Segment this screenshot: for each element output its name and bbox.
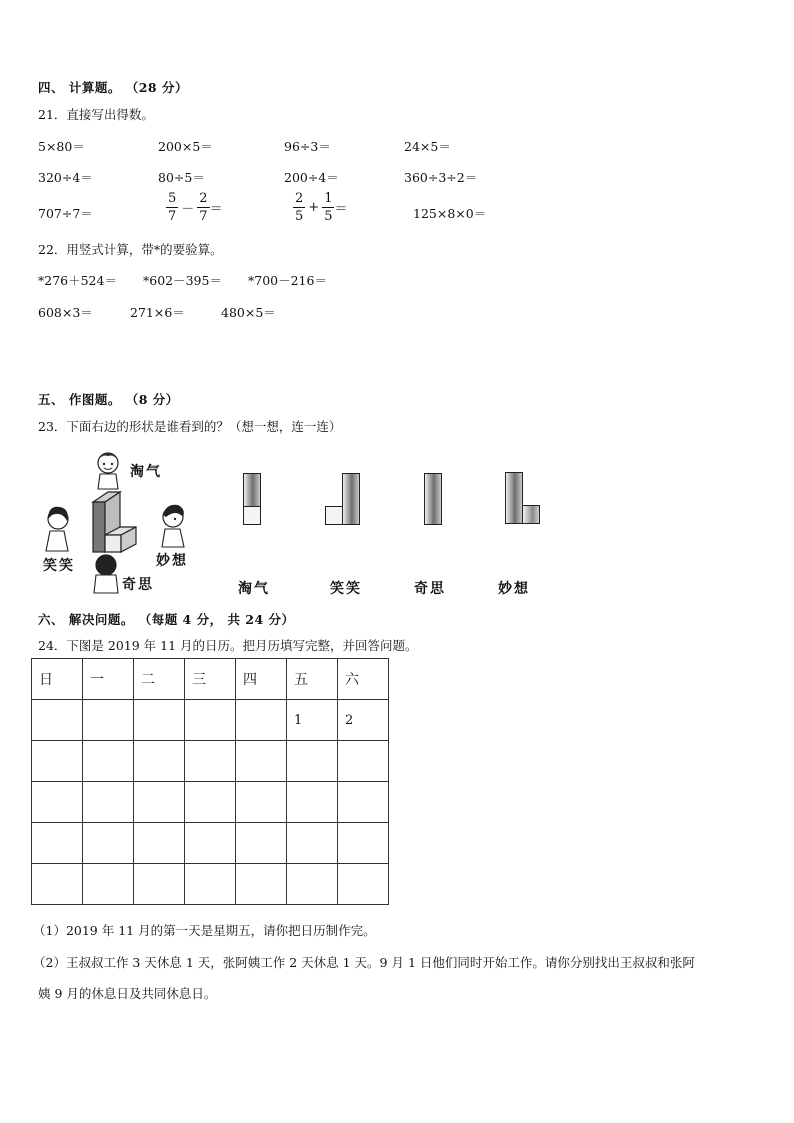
calendar-cell[interactable] — [338, 823, 389, 864]
calendar-cell[interactable] — [185, 741, 236, 782]
calendar-week-row — [32, 700, 389, 741]
q21-item: 320÷4＝ — [38, 170, 93, 185]
calendar-cell[interactable] — [287, 823, 338, 864]
kid-label: 笑笑 — [43, 558, 75, 574]
calendar-cell[interactable] — [236, 741, 287, 782]
boy-taoqi-icon — [98, 453, 118, 489]
q22-item: 608×3＝ — [38, 305, 93, 320]
equals: ＝ — [334, 202, 348, 217]
calendar-cell[interactable] — [83, 700, 134, 741]
calendar-cell[interactable] — [287, 741, 338, 782]
calendar-cell[interactable] — [83, 741, 134, 782]
view-label: 妙想 — [498, 581, 530, 597]
view-shape-2[interactable] — [325, 473, 360, 525]
q21-item: 125×8×0＝ — [413, 206, 487, 221]
weekday-cell: 日 — [32, 659, 83, 700]
view-shape-4[interactable] — [505, 472, 540, 524]
weekday-cell: 六 — [338, 659, 389, 700]
calendar-cell[interactable] — [83, 864, 134, 905]
q24-label: 24．下图是 2019 年 11 月的日历。把月历填写完整，并回答问题。 — [38, 638, 418, 653]
q22-item: 271×6＝ — [130, 305, 185, 320]
weekday-cell: 二 — [134, 659, 185, 700]
q23-label: 23．下面右边的形状是谁看到的？（想一想，连一连） — [38, 419, 342, 434]
calendar-week-row — [32, 864, 389, 905]
calendar-cell[interactable] — [83, 823, 134, 864]
calendar-cell[interactable] — [185, 864, 236, 905]
q22-item: *276＋524＝ — [38, 273, 117, 288]
calendar-cell[interactable] — [287, 864, 338, 905]
section6-heading: 六、 解决问题。 （每题 4 分， 共 24 分） — [38, 612, 295, 627]
calendar-table — [31, 658, 389, 905]
view-shape-1[interactable] — [243, 473, 261, 525]
calendar-cell[interactable] — [134, 864, 185, 905]
calendar-cell[interactable] — [236, 700, 287, 741]
fraction: $\frac{1}{5}$ — [324, 191, 333, 224]
calendar-cell[interactable] — [185, 700, 236, 741]
fraction: $\frac{5}{7}$ — [168, 191, 177, 224]
kid-label: 淘气 — [130, 464, 162, 480]
fraction: $\frac{2}{5}$ — [295, 191, 304, 224]
equals: ＝ — [209, 202, 223, 217]
q21-item: 707÷7＝ — [38, 206, 93, 221]
q22-label: 22．用竖式计算，带*的要验算。 — [38, 242, 223, 257]
view-label: 淘气 — [238, 581, 270, 597]
calendar-week-row — [32, 741, 389, 782]
boy-miaoxiang-icon — [162, 505, 184, 547]
view-label: 奇思 — [414, 581, 446, 597]
weekday-cell: 五 — [287, 659, 338, 700]
calendar-cell[interactable] — [185, 782, 236, 823]
calendar-cell[interactable] — [338, 782, 389, 823]
blocks-icon — [93, 492, 136, 552]
fraction-expression — [293, 192, 347, 223]
q24-sub2-line1: （2）王叔叔工作 3 天休息 1 天，张阿姨工作 2 天休息 1 天。9 月 1 日他们同时开始工作。请你分别找出王叔叔和张阿 — [33, 955, 695, 970]
fraction: $\frac{2}{7}$ — [199, 191, 208, 224]
boy-qisi-icon — [94, 555, 118, 593]
q24-sub2-line2: 姨 9 月的休息日及共同休息日。 — [38, 986, 217, 1001]
calendar-cell[interactable] — [32, 741, 83, 782]
kid-label: 奇思 — [122, 577, 154, 593]
calendar-cell[interactable] — [236, 823, 287, 864]
q22-item: *700－216＝ — [248, 273, 327, 288]
q21-item: 200÷4＝ — [284, 170, 339, 185]
fraction-expression — [166, 192, 223, 223]
calendar-cell[interactable] — [32, 700, 83, 741]
girl-xiaoxiao-icon — [46, 507, 68, 551]
weekday-cell: 三 — [185, 659, 236, 700]
q21-item: 24×5＝ — [404, 139, 451, 154]
view-label: 笑笑 — [330, 581, 362, 597]
calendar-header-row — [32, 659, 389, 700]
operator: － — [181, 202, 195, 217]
calendar-cell[interactable] — [338, 741, 389, 782]
calendar-cell[interactable] — [185, 823, 236, 864]
calendar-cell[interactable] — [236, 864, 287, 905]
calendar-cell[interactable] — [287, 782, 338, 823]
calendar-week-row — [32, 823, 389, 864]
calendar-cell[interactable]: 2 — [338, 700, 389, 741]
section4-heading: 四、 计算题。 （28 分） — [38, 80, 188, 95]
calendar-cell[interactable] — [32, 782, 83, 823]
calendar-cell[interactable] — [236, 782, 287, 823]
calendar-week-row — [32, 782, 389, 823]
section5-heading: 五、 作图题。 （8 分） — [38, 392, 179, 407]
q21-item: 80÷5＝ — [158, 170, 205, 185]
calendar-cell[interactable] — [134, 782, 185, 823]
q22-item: *602－395＝ — [143, 273, 222, 288]
q22-item: 480×5＝ — [221, 305, 276, 320]
calendar-cell[interactable] — [134, 823, 185, 864]
q21-label: 21．直接写出得数。 — [38, 107, 154, 122]
q21-item: 200×5＝ — [158, 139, 213, 154]
calendar-cell[interactable] — [83, 782, 134, 823]
weekday-cell: 四 — [236, 659, 287, 700]
q24-sub1: （1）2019 年 11 月的第一天是星期五，请你把日历制作完。 — [33, 923, 376, 938]
calendar-cell[interactable]: 1 — [287, 700, 338, 741]
q21-item: 96÷3＝ — [284, 139, 331, 154]
calendar-cell[interactable] — [338, 864, 389, 905]
view-shape-3[interactable] — [424, 473, 442, 525]
kid-label: 妙想 — [156, 553, 188, 569]
calendar-cell[interactable] — [32, 864, 83, 905]
q21-item: 360÷3÷2＝ — [404, 170, 478, 185]
calendar-cell[interactable] — [134, 741, 185, 782]
calendar-cell[interactable] — [134, 700, 185, 741]
calendar-cell[interactable] — [32, 823, 83, 864]
weekday-cell: 一 — [83, 659, 134, 700]
q21-item: 5×80＝ — [38, 139, 85, 154]
operator: + — [308, 200, 320, 215]
